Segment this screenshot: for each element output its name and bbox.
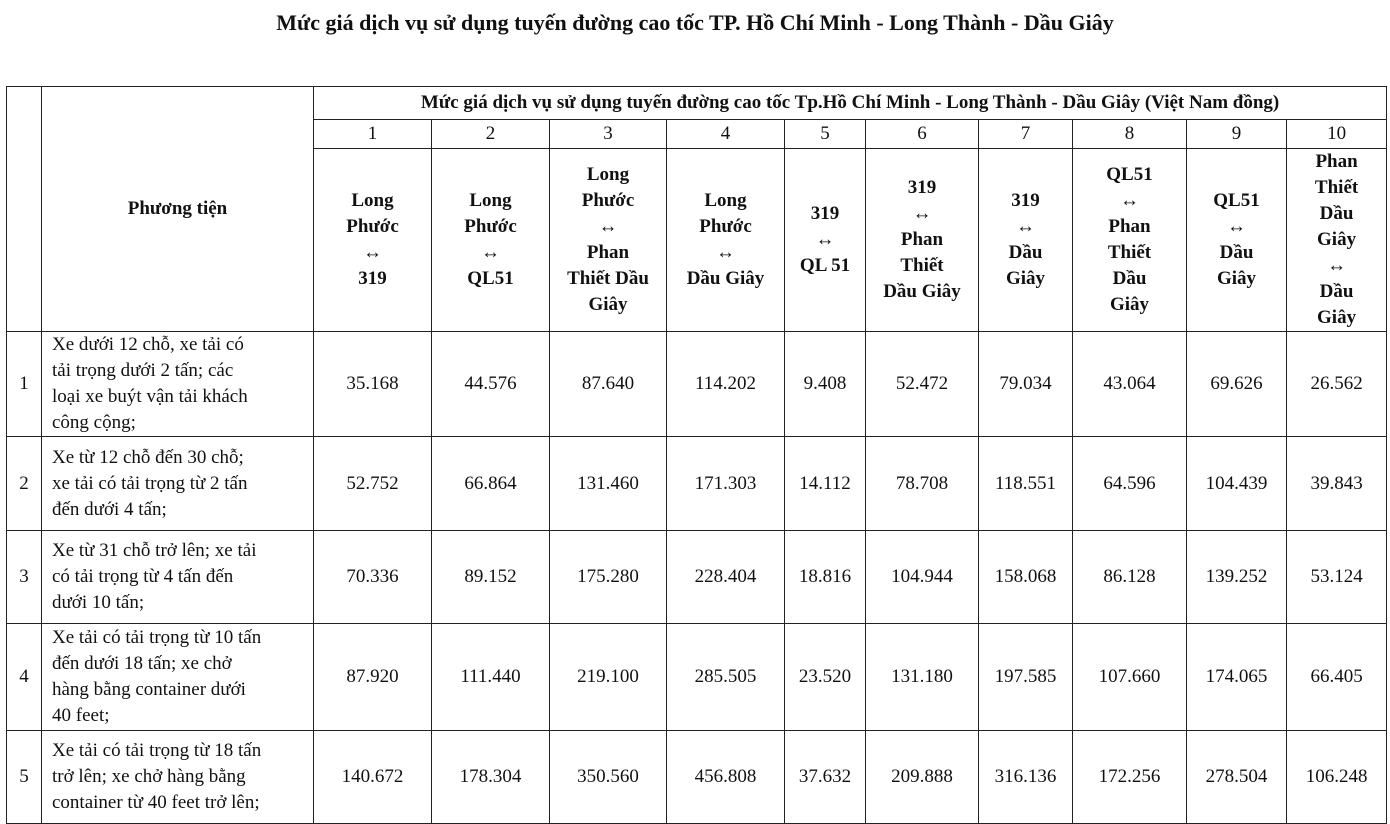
column-number-2: 2 <box>432 120 550 149</box>
table-row <box>7 332 1387 437</box>
fee-value: 171.303 <box>667 437 785 531</box>
vehicle-description <box>42 437 314 531</box>
table-row <box>7 624 1387 731</box>
fee-group-header: Mức giá dịch vụ sử dụng tuyến đường cao tốc Tp.Hồ Chí Minh - Long Thành - Dầu Giây (Việt Nam đồng) <box>314 87 1387 120</box>
fee-value: 69.626 <box>1187 332 1287 437</box>
route-line: Phước <box>581 190 635 211</box>
route-line: Dầu <box>1319 281 1354 302</box>
fee-value: 70.336 <box>314 531 432 624</box>
fee-value: 23.520 <box>785 624 866 731</box>
column-number-9: 9 <box>1187 120 1287 149</box>
fee-value: 178.304 <box>432 731 550 824</box>
route-header-4 <box>667 149 785 332</box>
vehicle-description-line: Xe tải có tải trọng từ 18 tấn <box>52 740 262 761</box>
vehicle-description-line: loại xe buýt vận tải khách <box>52 386 248 407</box>
route-line: Dầu Giây <box>686 268 765 289</box>
fee-value: 219.100 <box>550 624 667 731</box>
fee-value: 106.248 <box>1287 731 1387 824</box>
route-line: Dầu <box>1008 242 1043 263</box>
route-header-7 <box>979 149 1073 332</box>
route-line: Dầu <box>1219 242 1254 263</box>
vehicle-description <box>42 624 314 731</box>
route-line: Long <box>351 190 394 211</box>
route-header-3 <box>550 149 667 332</box>
route-line: ↔ <box>912 203 932 224</box>
fee-value: 278.504 <box>1187 731 1287 824</box>
column-number-3: 3 <box>550 120 667 149</box>
route-line: Phước <box>699 216 752 237</box>
fee-value: 89.152 <box>432 531 550 624</box>
fee-value: 104.944 <box>866 531 979 624</box>
route-line: Giây <box>1216 268 1257 289</box>
vehicle-description-line: có tải trọng từ 4 tấn đến <box>52 566 234 587</box>
route-line: Phan <box>900 229 944 250</box>
table-row <box>7 437 1387 531</box>
fee-value: 64.596 <box>1073 437 1187 531</box>
index-header-cell <box>7 87 42 332</box>
row-index: 1 <box>7 332 42 437</box>
fee-value: 44.576 <box>432 332 550 437</box>
vehicle-description-line: hàng bằng container dưới <box>52 679 246 700</box>
route-line: ↔ <box>815 229 835 250</box>
route-line: Dầu Giây <box>883 281 961 302</box>
column-number-4: 4 <box>667 120 785 149</box>
row-index: 4 <box>7 624 42 731</box>
column-number-5: 5 <box>785 120 866 149</box>
route-line: QL51 <box>1213 190 1260 211</box>
vehicle-description <box>42 531 314 624</box>
vehicle-description-line: tải trọng dưới 2 tấn; các <box>52 360 234 381</box>
route-line: ↔ <box>1120 190 1139 211</box>
route-line: Phan <box>586 242 630 263</box>
route-line: Dầu <box>1112 268 1147 289</box>
vehicle-description-line: Xe từ 31 chỗ trở lên; xe tải <box>52 540 257 561</box>
vehicle-description-line: 40 feet; <box>52 705 110 726</box>
fee-value: 350.560 <box>550 731 667 824</box>
fee-value: 174.065 <box>1187 624 1287 731</box>
route-line: Thiết <box>1314 177 1359 198</box>
fee-value: 158.068 <box>979 531 1073 624</box>
fee-value: 52.472 <box>866 332 979 437</box>
column-number-10: 10 <box>1287 120 1387 149</box>
route-line: 319 <box>810 203 840 224</box>
fee-value: 66.864 <box>432 437 550 531</box>
fee-value: 172.256 <box>1073 731 1187 824</box>
route-line: Giây <box>1109 294 1150 315</box>
page-title: Mức giá dịch vụ sử dụng tuyến đường cao tốc TP. Hồ Chí Minh - Long Thành - Dầu Giây <box>276 10 1114 35</box>
vehicle-description-line: dưới 10 tấn; <box>52 592 145 613</box>
fee-value: 35.168 <box>314 332 432 437</box>
fee-value: 53.124 <box>1287 531 1387 624</box>
route-line: Giây <box>1317 307 1357 328</box>
fee-value: 316.136 <box>979 731 1073 824</box>
fee-value: 140.672 <box>314 731 432 824</box>
fee-value: 131.460 <box>550 437 667 531</box>
route-line: Phan <box>1315 151 1358 172</box>
route-header-2 <box>432 149 550 332</box>
route-line: ↔ <box>598 216 618 237</box>
route-line: Long <box>586 164 630 185</box>
route-header-6 <box>866 149 979 332</box>
vehicle-description-line: Xe tải có tải trọng từ 10 tấn <box>52 627 262 648</box>
fee-value: 43.064 <box>1073 332 1187 437</box>
row-index: 3 <box>7 531 42 624</box>
route-line: Giây <box>588 294 628 315</box>
route-header-10 <box>1287 149 1387 332</box>
row-index: 2 <box>7 437 42 531</box>
route-line: Giây <box>1005 268 1046 289</box>
column-number-1: 1 <box>314 120 432 149</box>
route-header-1 <box>314 149 432 332</box>
fee-value: 87.920 <box>314 624 432 731</box>
fee-value: 107.660 <box>1073 624 1187 731</box>
route-line: 319 <box>1011 190 1040 211</box>
route-line: QL51 <box>467 268 514 289</box>
route-line: 319 <box>358 268 387 289</box>
fee-value: 118.551 <box>979 437 1073 531</box>
vehicle-description-line: Xe từ 12 chỗ đến 30 chỗ; <box>52 446 244 468</box>
route-line: ↔ <box>481 242 500 263</box>
fee-value: 9.408 <box>785 332 866 437</box>
vehicle-description <box>42 731 314 824</box>
fee-value: 104.439 <box>1187 437 1287 531</box>
fee-value: 114.202 <box>667 332 785 437</box>
fee-value: 87.640 <box>550 332 667 437</box>
route-line: ↔ <box>1016 216 1035 237</box>
route-line: Phước <box>346 216 399 237</box>
column-number-7: 7 <box>979 120 1073 149</box>
fee-value: 86.128 <box>1073 531 1187 624</box>
route-line: Long <box>704 190 747 211</box>
route-line: Phước <box>464 216 517 237</box>
vehicle-header: Phương tiện <box>42 87 314 332</box>
fee-value: 456.808 <box>667 731 785 824</box>
fee-value: 197.585 <box>979 624 1073 731</box>
fee-value: 131.180 <box>866 624 979 731</box>
fee-table <box>6 86 1387 824</box>
fee-value: 37.632 <box>785 731 866 824</box>
vehicle-description-line: đến dưới 4 tấn; <box>52 498 167 520</box>
vehicle-description-line: đến dưới 18 tấn; xe chở <box>52 653 232 674</box>
fee-value: 285.505 <box>667 624 785 731</box>
column-number-8: 8 <box>1073 120 1187 149</box>
fee-value: 79.034 <box>979 332 1073 437</box>
route-line: Giây <box>1317 229 1357 250</box>
vehicle-description-line: Xe dưới 12 chỗ, xe tải có <box>52 334 244 355</box>
route-line: Phan <box>1108 216 1151 237</box>
route-line: ↔ <box>363 242 382 263</box>
route-header-5 <box>785 149 866 332</box>
fee-value: 111.440 <box>432 624 550 731</box>
vehicle-description-line: xe tải có tải trọng từ 2 tấn <box>52 472 248 494</box>
vehicle-description-line: công cộng; <box>52 412 136 433</box>
route-line: QL 51 <box>799 255 851 276</box>
route-line: 319 <box>907 177 937 198</box>
fee-value: 18.816 <box>785 531 866 624</box>
route-line: Dầu <box>1319 203 1354 224</box>
fee-value: 14.112 <box>785 437 866 531</box>
route-line: Thiết <box>1107 242 1152 263</box>
fee-value: 26.562 <box>1287 332 1387 437</box>
route-line: QL51 <box>1106 164 1153 185</box>
table-row <box>7 531 1387 624</box>
table-row <box>7 731 1387 824</box>
fee-value: 78.708 <box>866 437 979 531</box>
fee-value: 228.404 <box>667 531 785 624</box>
route-line: Thiết Dầu <box>567 268 649 289</box>
fee-value: 175.280 <box>550 531 667 624</box>
row-index: 5 <box>7 731 42 824</box>
fee-value: 139.252 <box>1187 531 1287 624</box>
route-line: Long <box>469 190 512 211</box>
vehicle-description-line: trở lên; xe chở hàng bằng <box>52 766 246 787</box>
fee-value: 52.752 <box>314 437 432 531</box>
route-line: Thiết <box>900 255 944 276</box>
route-header-8 <box>1073 149 1187 332</box>
route-header-9 <box>1187 149 1287 332</box>
fee-value: 39.843 <box>1287 437 1387 531</box>
route-line: ↔ <box>1327 255 1347 276</box>
vehicle-description <box>42 332 314 437</box>
route-line: ↔ <box>716 242 735 263</box>
fee-value: 66.405 <box>1287 624 1387 731</box>
column-number-6: 6 <box>866 120 979 149</box>
vehicle-description-line: container từ 40 feet trở lên; <box>52 792 260 813</box>
route-line: ↔ <box>1227 216 1246 237</box>
fee-value: 209.888 <box>866 731 979 824</box>
